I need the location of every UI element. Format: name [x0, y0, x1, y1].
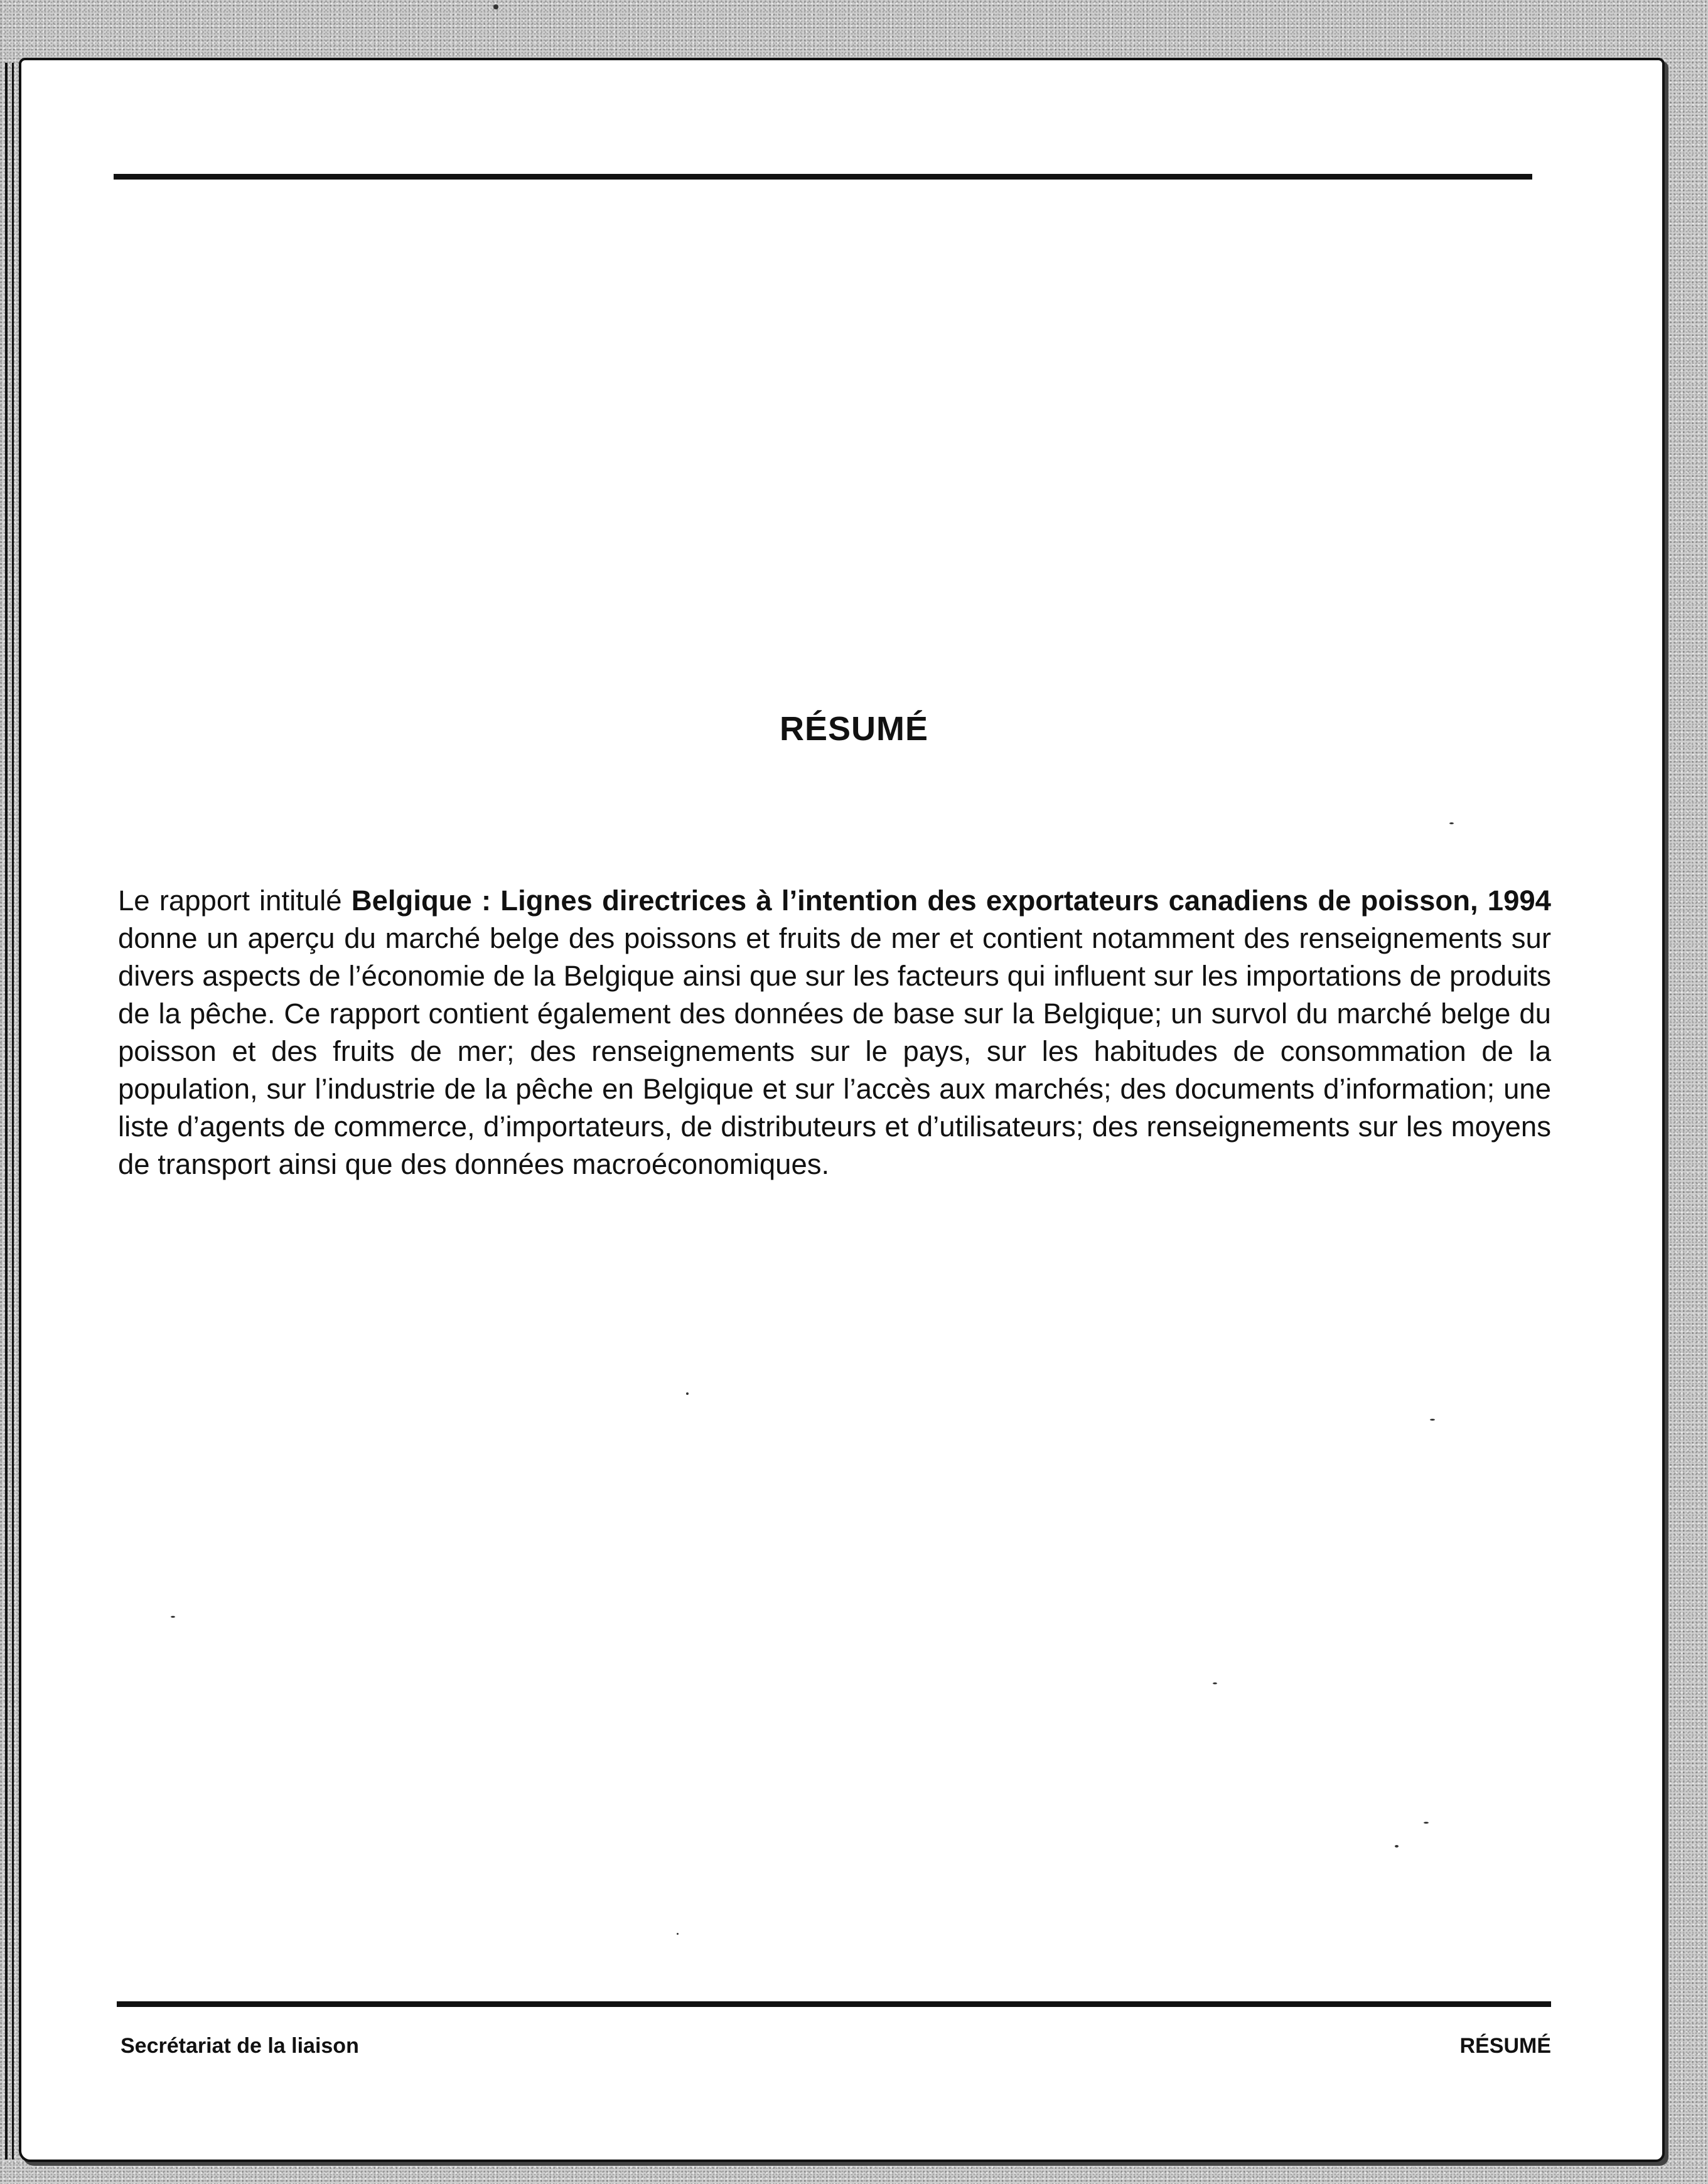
footer-organization: Secrétariat de la liaison — [121, 2034, 359, 2058]
summary-intro: Le rapport intitulé — [118, 885, 352, 917]
footer-section-label: RÉSUMÉ — [1459, 2034, 1551, 2058]
summary-body: donne un aperçu du marché belge des poissons et fruits de mer et contient notamment des renseignements sur divers aspects de l’économie de la Belgique ainsi que sur les facteurs qui influent sur les importations de produits de la pêche. Ce rapport contient également des données de base sur la Belgique; un survol du marché belge du poisson et des fruits de mer; des renseignements sur le pays, sur les habitudes de consommation de la population, sur l’industrie de la pêche en Belgique et sur l’accès aux marchés; des documents d’information; une liste d’agents de commerce, d’importateurs, de distributeurs et d’utilisateurs; des renseignements sur les moyens de transport ainsi que des données macroéconomiques. — [118, 922, 1551, 1180]
scan-speck — [1424, 1822, 1429, 1824]
scan-speck — [171, 1616, 175, 1618]
top-rule — [114, 174, 1532, 180]
page-binding-edge — [5, 63, 14, 2160]
page-title: RÉSUMÉ — [779, 710, 929, 748]
scan-speck — [677, 1933, 679, 1935]
scan-speck — [493, 4, 498, 9]
report-title: Belgique : Lignes directrices à l’intention des exportateurs canadiens de poisson, 1994 — [351, 885, 1551, 917]
bottom-rule — [117, 2001, 1551, 2007]
scan-speck — [1395, 1845, 1399, 1848]
scan-speck — [1449, 822, 1454, 824]
scan-speck — [1213, 1682, 1217, 1684]
summary-paragraph — [118, 882, 1551, 1183]
scan-speck — [1430, 1419, 1435, 1421]
scan-speck — [686, 1392, 689, 1395]
